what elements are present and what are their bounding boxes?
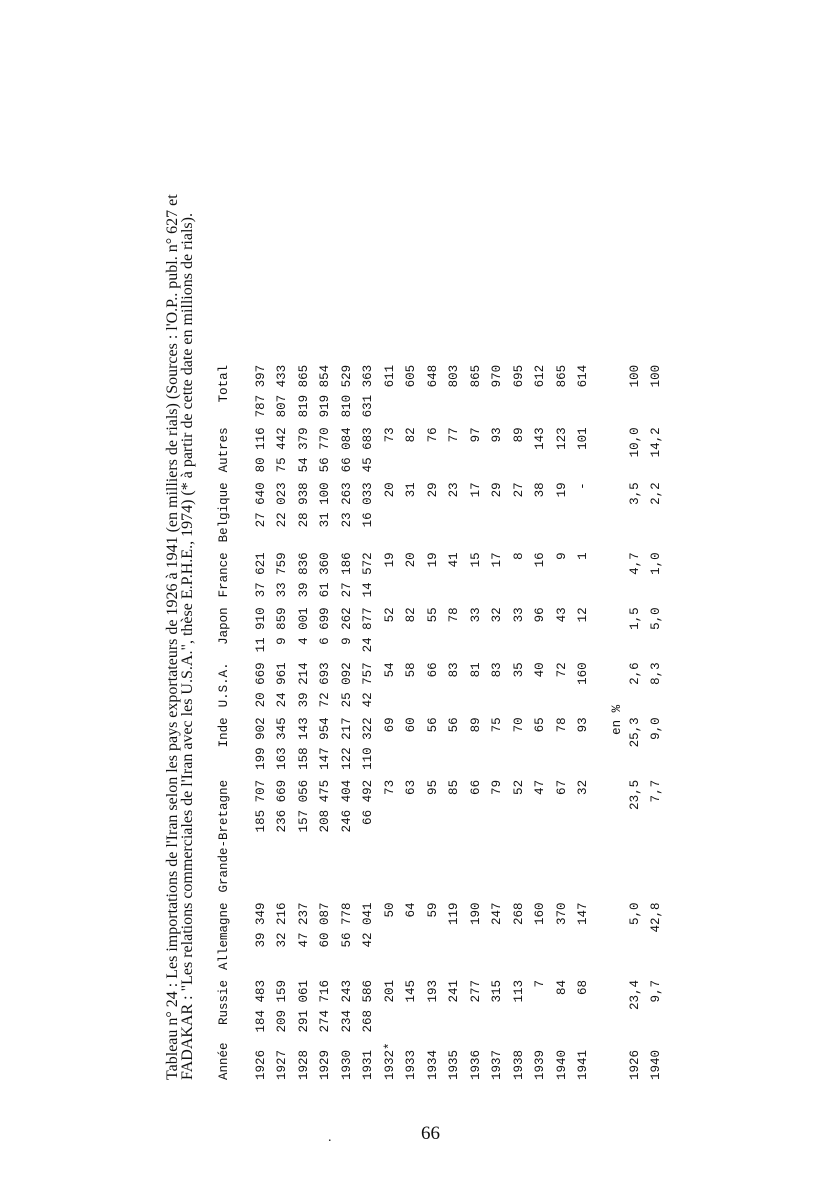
table-cell: 865 [554, 364, 569, 388]
table-cell: 27 [511, 482, 526, 498]
table-cell: 33 759 [275, 552, 290, 598]
table-cell: 2,2 [649, 482, 664, 505]
table-cell: 247 [490, 902, 505, 925]
table-row [422, 360, 444, 1080]
table-cell: 9 [554, 552, 569, 560]
table-cell: 41 [447, 552, 462, 568]
table-row [573, 360, 595, 1080]
table-cell: 605 [404, 364, 419, 388]
table-cell: 919 854 [318, 364, 333, 418]
table-cell: 4 001 [296, 607, 311, 645]
table-row [551, 360, 573, 1080]
table-cell: 39 214 [296, 662, 311, 708]
table-cell: 277 [468, 979, 483, 1003]
table-cell: 122 217 [339, 717, 354, 770]
table-cell: 16 033 [361, 482, 376, 528]
table-cell: 11 910 [253, 607, 268, 653]
column-header: Année [216, 1042, 231, 1080]
table-cell: 291 061 [296, 979, 311, 1033]
table-cell: 23,4 [627, 979, 642, 1010]
table-cell: 143 [533, 427, 548, 450]
table-cell: 157 056 [296, 779, 311, 833]
table-cell: 78 [447, 607, 462, 623]
table-row [272, 360, 294, 1080]
table-cell: 158 143 [296, 717, 311, 770]
table-cell: 24 877 [361, 607, 376, 653]
imports-table [215, 360, 667, 1080]
table-cell: 1935 [447, 1049, 462, 1080]
rotated-page-content [165, 70, 685, 1080]
table-cell: 9 262 [339, 607, 354, 645]
table-cell: 1,5 [627, 607, 642, 630]
table-cell: 147 [576, 902, 591, 925]
table-cell: 54 379 [296, 427, 311, 473]
table-cell: 83 [447, 662, 462, 678]
table-cell: 268 586 [361, 979, 376, 1033]
table-cell: 190 [468, 902, 483, 925]
table-cell: 268 [511, 902, 526, 925]
table-cell: 35 [511, 662, 526, 678]
table-cell: 83 [490, 662, 505, 678]
table-cell: 56 [447, 717, 462, 733]
table-row [530, 360, 552, 1080]
table-cell: 193 [425, 979, 440, 1003]
caption-line-1: Tableau n° 24 : Les importations de l'Iran selon les pays exportateurs de 1926 à 1941 (en milliers de rials) (Sources : l'O.P.. publ. n° 627 et [164, 194, 181, 1080]
table-cell: 4,7 [627, 552, 642, 575]
column-header: U.S.A. [216, 662, 231, 708]
table-cell: 72 693 [318, 662, 333, 708]
table-cell: 1927 [275, 1049, 290, 1080]
table-cell: 631 363 [361, 364, 376, 418]
table-cell: 1940 [554, 1049, 569, 1080]
column-header: Japon [216, 607, 231, 645]
table-cell: 47 237 [296, 902, 311, 948]
table-cell: 23,5 [627, 779, 642, 810]
table-cell: 612 [533, 364, 548, 388]
table-row [487, 360, 509, 1080]
table-row [465, 360, 487, 1080]
table-cell: 208 475 [318, 779, 333, 833]
table-cell: 19 [554, 482, 569, 498]
table-cell: 52 [382, 607, 397, 623]
table-cell: 20 [382, 482, 397, 498]
table-cell: 185 707 [253, 779, 268, 833]
table-cell: 147 954 [318, 717, 333, 770]
table-cell: 803 [447, 364, 462, 388]
table-cell: 89 [511, 427, 526, 443]
table-cell: 96 [533, 607, 548, 623]
table-cell: 25 092 [339, 662, 354, 708]
table-cell: 807 433 [275, 364, 290, 418]
table-cell: 16 [533, 552, 548, 568]
table-cell: 1929 [318, 1049, 333, 1080]
margin-mark: . [328, 1130, 332, 1145]
table-cell: 61 360 [318, 552, 333, 598]
table-cell: 68 [576, 979, 591, 995]
table-cell: 1932* [382, 1042, 397, 1080]
table-cell: 76 [425, 427, 440, 443]
table-cell: 47 [533, 779, 548, 795]
table-cell: 236 669 [275, 779, 290, 833]
table-cell: 315 [490, 979, 505, 1003]
percent-label: en % [610, 704, 624, 735]
table-cell: 73 [382, 779, 397, 795]
table-cell: 56 [425, 717, 440, 733]
table-cell: 970 [490, 364, 505, 388]
table-cell: 160 [576, 662, 591, 685]
table-cell: 1940 [649, 1049, 664, 1080]
table-cell: 79 [490, 779, 505, 795]
table-cell: 1937 [490, 1049, 505, 1080]
table-cell: 32 [576, 779, 591, 795]
table-cell: 17 [490, 552, 505, 568]
table-cell: 5,0 [627, 902, 642, 925]
table-cell: 2,6 [627, 662, 642, 685]
table-cell: 1934 [425, 1049, 440, 1080]
table-cell: 93 [576, 717, 591, 733]
table-row [379, 360, 401, 1080]
table-cell: 1926 [253, 1049, 268, 1080]
table-cell: 66 084 [339, 427, 354, 473]
table-cell: 695 [511, 364, 526, 388]
table-cell: 209 159 [275, 979, 290, 1033]
table-cell: 123 [554, 427, 569, 450]
table-cell: 82 [404, 427, 419, 443]
table-row [315, 360, 337, 1080]
table-cell: 119 [447, 902, 462, 925]
table-cell: 33 [468, 607, 483, 623]
table-cell: 17 [468, 482, 483, 498]
table-cell: 20 669 [253, 662, 268, 708]
table-cell: 39 836 [296, 552, 311, 598]
table-row [444, 360, 466, 1080]
table-cell: 23 263 [339, 482, 354, 528]
table-cell: 7,7 [649, 779, 664, 803]
table-cell: 1933 [404, 1049, 419, 1080]
table-cell: 9 859 [275, 607, 290, 645]
table-row [293, 360, 315, 1080]
caption-line-2: FADAKAR : "Les relations commerciales de l'Iran avec les U.S.A.", thèse E.P.H.E., 1974) (* à partir de cette date en millions de rials). [179, 213, 196, 1080]
table-cell: 67 [554, 779, 569, 795]
column-header: Russie [216, 979, 231, 1025]
table-body [250, 360, 667, 1080]
table-cell: 40 [533, 662, 548, 678]
table-cell: 59 [425, 902, 440, 918]
table-cell: 66 492 [361, 779, 376, 825]
table-cell: 7 [533, 979, 548, 988]
table-cell: 246 404 [339, 779, 354, 833]
table-cell: 19 [425, 552, 440, 568]
table-cell: 25,3 [627, 717, 642, 748]
table-cell: 50 [382, 902, 397, 918]
table-row [401, 360, 423, 1080]
table-cell: 65 [533, 717, 548, 733]
table-cell: 27 640 [253, 482, 268, 528]
table-cell: 75 [490, 717, 505, 733]
table-cell: 55 [425, 607, 440, 623]
table-cell: 70 [511, 717, 526, 733]
table-cell: 19 [382, 552, 397, 568]
table-cell: 10,0 [627, 427, 642, 458]
table-cell: 101 [576, 427, 591, 450]
percent-row [624, 360, 646, 1080]
table-cell: 22 023 [275, 482, 290, 528]
table-cell: 201 [382, 979, 397, 1003]
table-cell: 1930 [339, 1049, 354, 1080]
column-header: Inde [216, 717, 231, 748]
table-cell: 110 322 [361, 717, 376, 770]
page-number: 66 [421, 1123, 440, 1144]
table-cell: 75 442 [275, 427, 290, 473]
table-cell: 274 716 [318, 979, 333, 1033]
table-cell: 28 938 [296, 482, 311, 528]
table-cell: 160 [533, 902, 548, 925]
table-cell: 9,0 [649, 717, 664, 740]
table-cell: 89 [468, 717, 483, 733]
table-cell: 1938 [511, 1049, 526, 1080]
table-cell: 20 [404, 552, 419, 568]
table-cell: 100 [627, 364, 642, 388]
table-cell: 97 [468, 427, 483, 443]
table-cell: 29 [490, 482, 505, 498]
table-cell: 1926 [627, 1049, 642, 1080]
table-header-row [215, 360, 250, 1080]
table-cell: 39 349 [253, 902, 268, 948]
table-cell: 810 529 [339, 364, 354, 418]
table-cell: 72 [554, 662, 569, 678]
table-cell: 38 [533, 482, 548, 498]
table-cell: 31 [404, 482, 419, 498]
table-cell: 45 683 [361, 427, 376, 473]
table-row [336, 360, 358, 1080]
table-cell: 113 [511, 979, 526, 1003]
table-cell: 63 [404, 779, 419, 795]
table-cell: 54 [382, 662, 397, 678]
table-cell: 8 [511, 552, 526, 560]
table-cell: 93 [490, 427, 505, 443]
table-cell: 100 [649, 364, 664, 388]
table-cell: 60 [404, 717, 419, 733]
table-cell: 81 [468, 662, 483, 678]
table-cell: 234 243 [339, 979, 354, 1033]
table-cell: 15 [468, 552, 483, 568]
table-cell: 29 [425, 482, 440, 498]
table-cell: 787 397 [253, 364, 268, 418]
table-cell: 27 186 [339, 552, 354, 598]
table-cell: 8,3 [649, 662, 664, 685]
column-header: Allemagne [216, 902, 231, 970]
table-cell: 6 699 [318, 607, 333, 645]
table-cell: 14,2 [649, 427, 664, 458]
table-cell: 819 865 [296, 364, 311, 418]
table-cell: 80 116 [253, 427, 268, 473]
column-header: France [216, 552, 231, 598]
table-cell: 84 [554, 979, 569, 995]
column-header: Belgique [216, 482, 231, 543]
table-cell: 31 100 [318, 482, 333, 528]
table-cell: 648 [425, 364, 440, 388]
table-cell: 56 770 [318, 427, 333, 473]
table-cell: 1 [576, 552, 591, 560]
table-cell: 1939 [533, 1049, 548, 1080]
table-cell: 865 [468, 364, 483, 388]
table-cell: 1,0 [649, 552, 664, 575]
table-cell: 78 [554, 717, 569, 733]
table-cell: 611 [382, 364, 397, 388]
table-cell: 60 087 [318, 902, 333, 948]
table-cell: 24 961 [275, 662, 290, 708]
table-cell: 73 [382, 427, 397, 443]
table-cell: 43 [554, 607, 569, 623]
table-cell: - [576, 482, 591, 490]
table-cell: 241 [447, 979, 462, 1003]
table-cell: 37 621 [253, 552, 268, 598]
table-cell: 66 [468, 779, 483, 795]
table-row [250, 360, 272, 1080]
table-cell: 23 [447, 482, 462, 498]
table-cell: 5,0 [649, 607, 664, 630]
table-cell: 42,8 [649, 902, 664, 933]
table-cell: 56 778 [339, 902, 354, 948]
table-cell: 163 345 [275, 717, 290, 770]
table-cell: 64 [404, 902, 419, 918]
table-cell: 145 [404, 979, 419, 1003]
table-cell: 3,5 [627, 482, 642, 505]
column-header: Total [216, 364, 231, 403]
table-cell: 85 [447, 779, 462, 795]
column-header: Autres [216, 427, 231, 473]
table-cell: 77 [447, 427, 462, 443]
table-cell: 69 [382, 717, 397, 733]
table-cell: 42 041 [361, 902, 376, 948]
table-cell: 42 757 [361, 662, 376, 708]
column-header: Grande-Bretagne [216, 779, 231, 893]
table-cell: 52 [511, 779, 526, 795]
table-cell: 199 902 [253, 717, 268, 770]
table-cell: 33 [511, 607, 526, 623]
percent-separator-row [594, 360, 624, 1080]
table-cell: 58 [404, 662, 419, 678]
table-cell: 66 [425, 662, 440, 678]
table-cell: 9,7 [649, 979, 664, 1003]
table-cell: 14 572 [361, 552, 376, 598]
table-cell: 1941 [576, 1049, 591, 1080]
table-cell: 12 [576, 607, 591, 623]
table-cell: 1936 [468, 1049, 483, 1080]
table-row [508, 360, 530, 1080]
table-cell: 1931 [361, 1049, 376, 1080]
table-row [358, 360, 380, 1080]
table-cell: 32 [490, 607, 505, 623]
table-cell: 370 [554, 902, 569, 925]
table-cell: 184 483 [253, 979, 268, 1033]
percent-row [646, 360, 668, 1080]
table-cell: 1928 [296, 1049, 311, 1080]
table-caption [165, 70, 195, 1080]
table-cell: 82 [404, 607, 419, 623]
table-cell: 95 [425, 779, 440, 795]
table-cell: 614 [576, 364, 591, 388]
table-cell: 32 216 [275, 902, 290, 948]
